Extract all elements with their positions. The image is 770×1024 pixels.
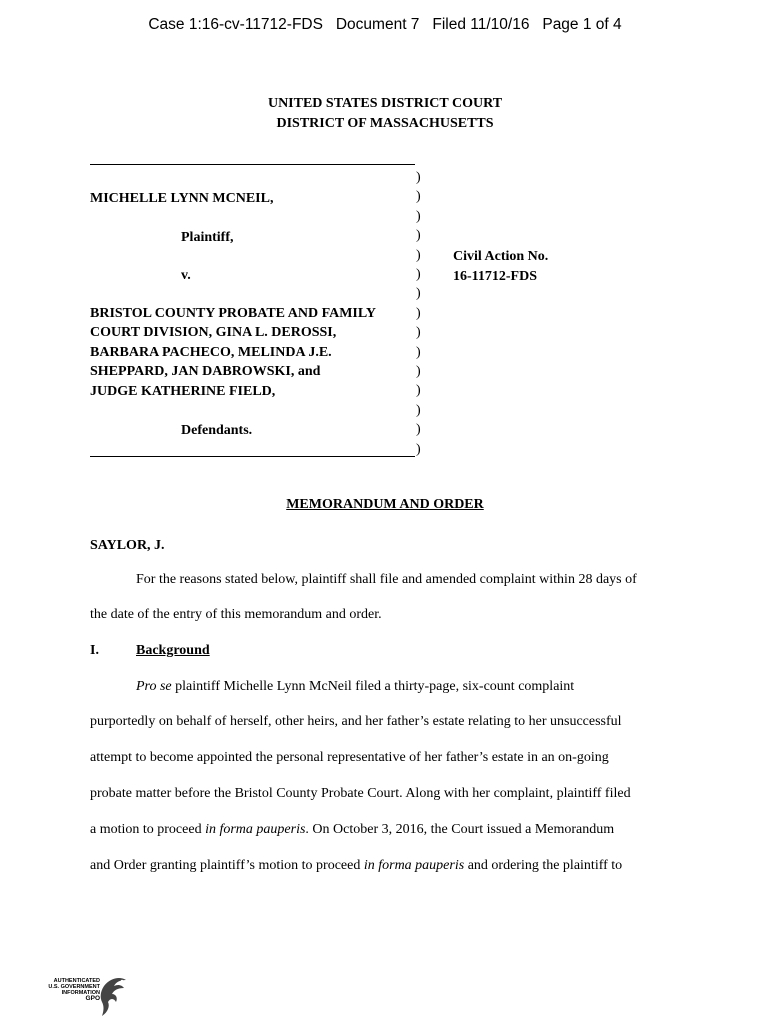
- court-line-1: UNITED STATES DISTRICT COURT: [267, 96, 503, 111]
- paren: ): [416, 364, 421, 380]
- defendant-line-4: SHEPPARD, JAN DABROWSKI, and: [90, 364, 321, 379]
- section-title: [136, 643, 210, 659]
- civil-action-number: 16-11712-FDS: [453, 269, 537, 284]
- ifp-italic: in forma pauperis: [205, 822, 306, 837]
- paren: ): [416, 208, 421, 224]
- section-title-text: Background: [136, 643, 210, 658]
- caption-bottom-rule: [90, 456, 415, 457]
- intro-line-1: For the reasons stated below, plaintiff shall file and amended complaint within 28 days of: [136, 572, 637, 587]
- paren: ): [416, 228, 421, 244]
- para-line-4: probate matter before the Bristol County Probate Court. Along with her complaint, plaintiff filed: [90, 786, 631, 801]
- para-line-6-a: and Order granting plaintiff’s motion to proceed: [90, 858, 364, 873]
- pro-se-italic: Pro se: [136, 679, 172, 694]
- paren: ): [416, 189, 421, 205]
- section-number: I.: [90, 643, 99, 658]
- paren: ): [416, 344, 421, 360]
- court-line-2: DISTRICT OF MASSACHUSETTS: [276, 116, 494, 131]
- civil-action-label: Civil Action No.: [453, 249, 549, 264]
- versus: v.: [181, 268, 191, 283]
- civil-action: [453, 247, 548, 287]
- gpo-seal-logo: [44, 972, 130, 1018]
- intro-line-2: the date of the entry of this memorandum and order.: [90, 607, 382, 622]
- para-line-6-b: and ordering the plaintiff to: [464, 858, 623, 873]
- defendant-line-5: JUDGE KATHERINE FIELD,: [90, 384, 276, 399]
- paren: ): [416, 422, 421, 438]
- gpo-seal-text: AUTHENTICATED U.S. GOVERNMENT INFORMATION GPO: [48, 978, 100, 1002]
- paren: ): [416, 286, 421, 302]
- court-name: [0, 94, 770, 134]
- para-line-1-text: plaintiff Michelle Lynn McNeil filed a thirty-page, six-count complaint: [171, 679, 575, 694]
- caption-paren-column: [416, 168, 421, 459]
- paren: ): [416, 383, 421, 399]
- ifp-italic: in forma pauperis: [363, 858, 465, 873]
- para-line-1: [136, 679, 574, 695]
- docket-header: Case 1:16-cv-11712-FDS Document 7 Filed 11/10/16 Page 1 of 4: [148, 16, 622, 33]
- paren: ): [416, 267, 421, 283]
- paren: ): [416, 170, 421, 185]
- paren: ): [416, 247, 421, 263]
- defendant-role: Defendants.: [181, 423, 253, 438]
- eagle-icon: [44, 972, 130, 1018]
- para-line-5-b: . On October 3, 2016, the Court issued a Memorandum: [305, 822, 615, 837]
- paren: ): [416, 325, 421, 341]
- defendant-line-2: COURT DIVISION, GINA L. DEROSSI,: [90, 325, 337, 340]
- para-line-5: [90, 822, 614, 838]
- defendant-line-3: BARBARA PACHECO, MELINDA J.E.: [90, 345, 332, 360]
- para-line-5-a: a motion to proceed: [90, 822, 206, 837]
- paren: ): [416, 402, 421, 418]
- plaintiff-role: Plaintiff,: [181, 230, 234, 245]
- plaintiff-name: MICHELLE LYNN MCNEIL,: [90, 191, 274, 206]
- paren: ): [416, 441, 421, 457]
- defendant-line-1: BRISTOL COUNTY PROBATE AND FAMILY: [90, 306, 377, 321]
- para-line-2: purportedly on behalf of herself, other heirs, and her father’s estate relating to her unsuccessful: [90, 714, 622, 729]
- document-title: MEMORANDUM AND ORDER: [286, 497, 484, 512]
- paren: ): [416, 305, 421, 321]
- caption-top-rule: [90, 164, 415, 165]
- judge-name: SAYLOR, J.: [90, 538, 165, 553]
- para-line-6: [90, 858, 622, 874]
- para-line-3: attempt to become appointed the personal representative of her father’s estate in an on-going: [90, 750, 609, 765]
